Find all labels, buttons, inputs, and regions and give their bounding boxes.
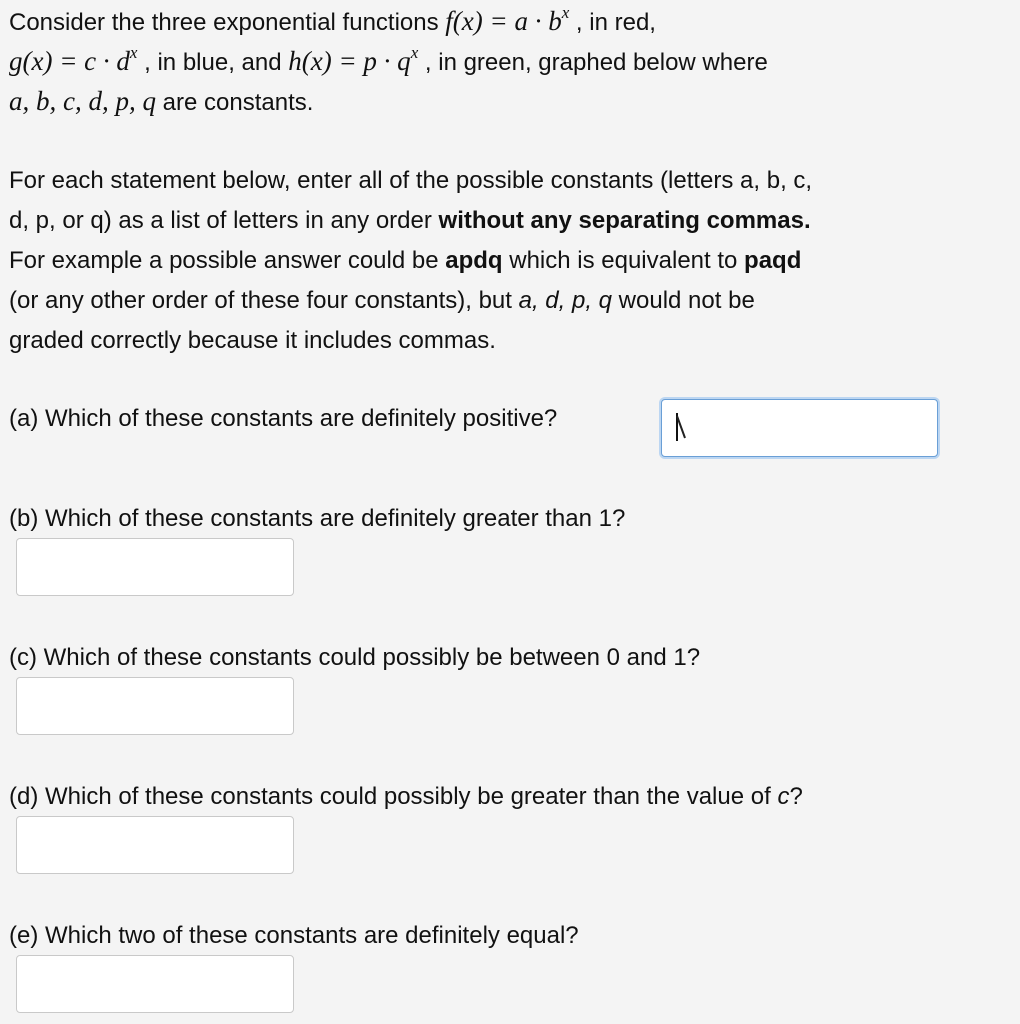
example-answer-equivalent: paqd xyxy=(744,247,802,274)
example-answer: apdq xyxy=(445,247,503,274)
f-expression-base: f(x) = a · b xyxy=(445,6,562,36)
intro-text: , in green, graphed below where xyxy=(418,49,768,76)
question-a-label: (a) Which of these constants are definitely positive? xyxy=(9,405,558,432)
instructions-line-4 xyxy=(9,281,1009,321)
intro-line-2 xyxy=(9,41,1009,81)
g-expression-exponent: x xyxy=(129,43,138,62)
question-d-constant: c xyxy=(777,783,790,810)
question-b-label: (b) Which of these constants are definitely greater than 1? xyxy=(9,505,626,532)
intro-paragraph xyxy=(9,1,1009,121)
question-e-answer-input[interactable] xyxy=(16,955,294,1013)
g-expression-base: g(x) = c · d xyxy=(9,46,130,76)
h-expression-exponent: x xyxy=(410,43,419,62)
instructions-line-5: graded correctly because it includes commas. xyxy=(9,327,496,354)
question-e-label: (e) Which two of these constants are definitely equal? xyxy=(9,922,579,949)
instructions-line-2 xyxy=(9,201,1009,241)
question-c-answer-input[interactable] xyxy=(16,677,294,735)
instructions-paragraph xyxy=(9,161,1009,361)
question-d-answer-input[interactable] xyxy=(16,816,294,874)
intro-text: , in red, xyxy=(569,9,656,36)
instructions-text: which is equivalent to xyxy=(502,247,745,274)
instructions-line-1: For each statement below, enter all of the possible constants (letters a, b, c, xyxy=(9,167,813,194)
instructions-text: d, p, or q) as a list of letters in any order xyxy=(9,207,439,234)
question-b-answer-input[interactable] xyxy=(16,538,294,596)
intro-line-3 xyxy=(9,81,1009,121)
question-d-label xyxy=(9,777,803,817)
instructions-emphasis: without any separating commas. xyxy=(438,207,811,234)
constants-list: a, b, c, d, p, q xyxy=(9,86,156,116)
intro-text: are constants. xyxy=(155,89,314,116)
h-function-expression xyxy=(288,43,419,76)
instructions-line-3 xyxy=(9,241,1009,281)
instructions-text: would not be xyxy=(612,287,755,314)
intro-text: , in blue, and xyxy=(137,49,289,76)
instructions-text: For example a possible answer could be xyxy=(9,247,446,274)
question-page xyxy=(9,0,1009,1024)
incorrect-example: a, d, p, q xyxy=(518,287,613,314)
intro-text: Consider the three exponential functions xyxy=(9,9,446,36)
question-a-answer-input[interactable] xyxy=(661,399,938,457)
instructions-text: (or any other order of these four constants), but xyxy=(9,287,519,314)
intro-line-1 xyxy=(9,1,1009,41)
f-expression-exponent: x xyxy=(561,3,570,22)
question-d-text: (d) Which of these constants could possibly be greater than the value of xyxy=(9,783,778,810)
question-c-label: (c) Which of these constants could possibly be between 0 and 1? xyxy=(9,644,701,671)
f-function-expression xyxy=(445,3,570,36)
h-expression-base: h(x) = p · q xyxy=(288,46,411,76)
question-d-text: ? xyxy=(789,783,803,810)
g-function-expression xyxy=(9,43,138,76)
